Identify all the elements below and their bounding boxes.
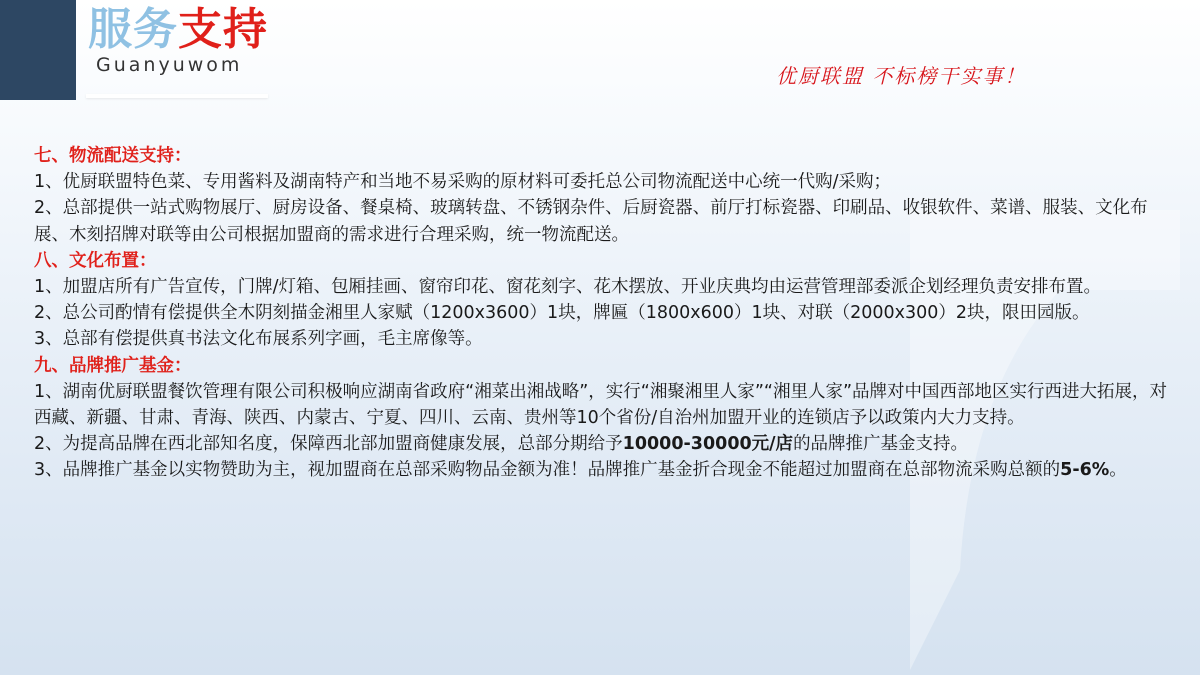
list-item: 1、加盟店所有广告宣传，门牌/灯箱、包厢挂画、窗帘印花、窗花刻字、花木摆放、开业庆典均由运营管理部委派企划经理负责安排布置。 bbox=[34, 277, 1102, 298]
list-item: 3、总部有偿提供真书法文化布展系列字画，毛主席像等。 bbox=[34, 329, 483, 350]
text-segment: 。 bbox=[1109, 460, 1127, 481]
list-item: 2、总公司酌情有偿提供全木阴刻描金湘里人家赋（1200x3600）1块，牌匾（1800x600）1块、对联（2000x300）2块，限田园版。 bbox=[34, 303, 1090, 324]
section-heading-logistics: 七、物流配送支持： bbox=[34, 146, 192, 166]
corner-decoration bbox=[0, 0, 76, 100]
slogan: 优厨联盟 不标榜干实事！ bbox=[776, 64, 1027, 88]
page-subtitle: Guanyuwom bbox=[96, 54, 243, 76]
fund-amount: 10000-30000元/店 bbox=[622, 434, 794, 455]
title-underline bbox=[86, 94, 268, 98]
list-item bbox=[34, 431, 1174, 457]
text-segment: 的品牌推广基金支持。 bbox=[793, 434, 969, 455]
list-item bbox=[34, 457, 1174, 483]
title-part-2: 支持 bbox=[178, 4, 268, 55]
fund-percentage: 5-6% bbox=[1060, 460, 1110, 481]
list-item: 1、湖南优厨联盟餐饮管理有限公司积极响应湖南省政府“湘菜出湘战略”，实行“湘聚湘里人家”“湘里人家”品牌对中国西部地区实行西进大拓展，对西藏、新疆、甘肃、青海、陕西、内蒙古、宁夏、四川、云南、贵州等10个省份/自治州加盟开业的连锁店予以政策内大力支持。 bbox=[34, 381, 1168, 429]
page-title bbox=[88, 4, 268, 56]
title-part-1: 服务 bbox=[88, 4, 178, 55]
section-heading-brand-fund: 九、品牌推广基金： bbox=[34, 355, 192, 376]
list-item: 1、优厨联盟特色菜、专用酱料及湖南特产和当地不易采购的原材料可委托总公司物流配送中心统一代购/采购； bbox=[34, 172, 892, 193]
text-segment: 3、品牌推广基金以实物赞助为主，视加盟商在总部采购物品金额为准！品牌推广基金折合现金不能超过加盟商在总部物流采购总额的 bbox=[34, 460, 1061, 481]
section-heading-culture: 八、文化布置： bbox=[34, 250, 157, 271]
list-item: 2、总部提供一站式购物展厅、厨房设备、餐桌椅、玻璃转盘、不锈钢杂件、后厨瓷器、前厅打标瓷器、印刷品、收银软件、菜谱、服装、文化布展、木刻招牌对联等由公司根据加盟商的需求进行合理采购，统一物流配送。 bbox=[34, 198, 1148, 245]
content-body bbox=[34, 143, 1174, 484]
text-segment: 2、为提高品牌在西北部知名度，保障西北部加盟商健康发展，总部分期给予 bbox=[34, 434, 623, 455]
